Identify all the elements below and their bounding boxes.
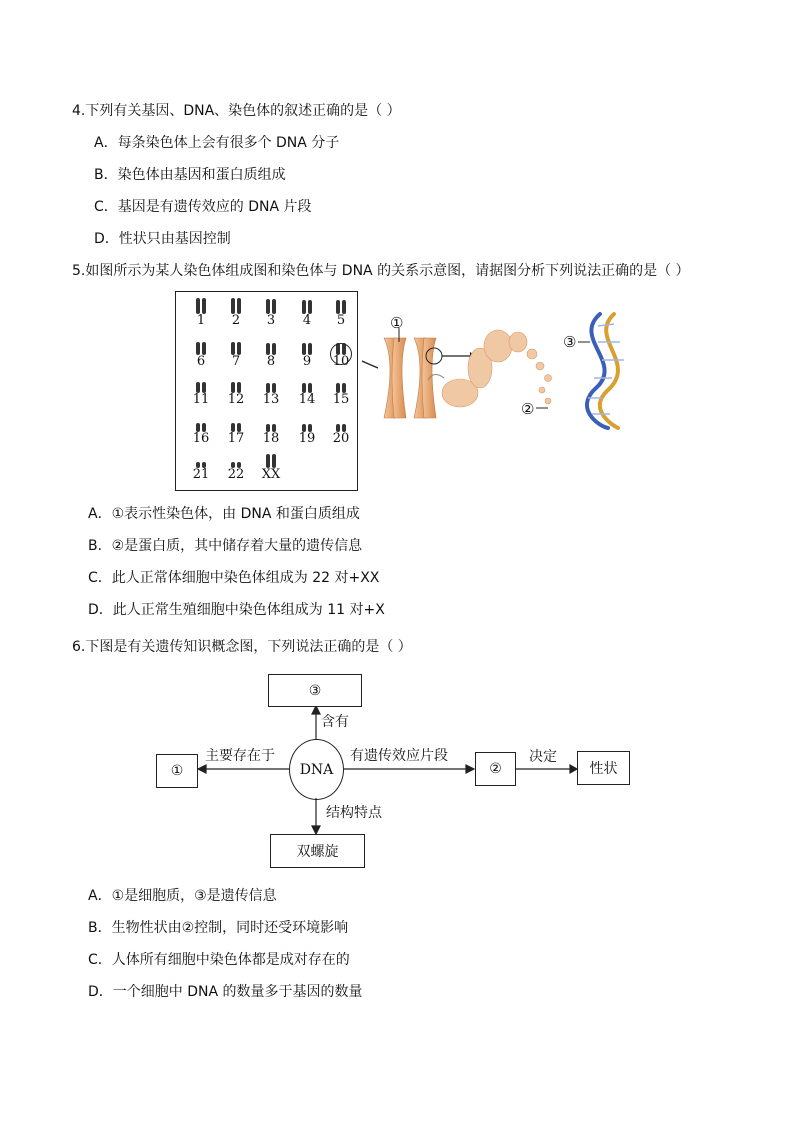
q5-option-a: A．①表示性染色体，由 DNA 和蛋白质组成 bbox=[88, 506, 360, 522]
q6-option-d: D．一个细胞中 DNA 的数量多于基因的数量 bbox=[88, 984, 363, 1000]
chromosome-label: 10 bbox=[332, 354, 350, 369]
chromosome-label: 6 bbox=[196, 354, 206, 369]
chromosome-label: 3 bbox=[266, 313, 276, 328]
chromosome-label: 14 bbox=[298, 392, 316, 407]
label-genetic-segment: 有遗传效应片段 bbox=[350, 748, 448, 764]
marker-2: ② bbox=[521, 400, 535, 418]
chromosome-label: 1 bbox=[196, 313, 206, 328]
q4-option-b: B．染色体由基因和蛋白质组成 bbox=[94, 167, 286, 183]
label-contains: 含有 bbox=[321, 714, 349, 730]
chromosome-label: 21 bbox=[192, 467, 210, 482]
chromosome-label: 8 bbox=[266, 354, 276, 369]
chromosome-label: 9 bbox=[302, 354, 312, 369]
chromosome-label: 18 bbox=[262, 431, 280, 446]
marker-3: ③ bbox=[563, 333, 577, 351]
chromosome-label: 16 bbox=[192, 431, 210, 446]
q6-option-b: B．生物性状由②控制，同时还受环境影响 bbox=[88, 920, 349, 936]
q5-stem: 5.如图所示为某人染色体组成图和染色体与 DNA 的关系示意图，请据图分析下列说法正确的是（ ） bbox=[72, 263, 690, 279]
chromosome-label: 4 bbox=[302, 313, 312, 328]
q6-option-a: A．①是细胞质，③是遗传信息 bbox=[88, 888, 277, 904]
q4-option-a: A．每条染色体上会有很多个 DNA 分子 bbox=[94, 135, 340, 151]
box-right: ② bbox=[475, 752, 516, 786]
box-top: ③ bbox=[268, 674, 362, 707]
q4-option-c: C．基因是有遗传效应的 DNA 片段 bbox=[94, 199, 312, 215]
chromosome-label: 7 bbox=[231, 354, 241, 369]
chromosome-label: 20 bbox=[332, 431, 350, 446]
box-left: ① bbox=[156, 754, 198, 788]
label-mainly-in: 主要存在于 bbox=[205, 748, 275, 764]
box-trait: 性状 bbox=[577, 751, 630, 785]
q5-option-c: C．此人正常体细胞中染色体组成为 22 对+XX bbox=[88, 570, 380, 586]
q5-option-d: D．此人正常生殖细胞中染色体组成为 11 对+X bbox=[88, 602, 385, 618]
label-structure: 结构特点 bbox=[326, 805, 382, 821]
chromosome-label: 15 bbox=[332, 392, 350, 407]
marker-1: ① bbox=[390, 314, 404, 332]
chromosome-label: 5 bbox=[336, 313, 346, 328]
chromosome-label: 19 bbox=[298, 431, 316, 446]
dna-ellipse: DNA bbox=[289, 739, 344, 800]
chromosome-label: XX bbox=[261, 467, 281, 482]
q6-stem: 6.下图是有关遗传知识概念图，下列说法正确的是（ ） bbox=[72, 639, 412, 655]
label-decide: 决定 bbox=[529, 749, 557, 765]
chromosome-label: 22 bbox=[227, 467, 245, 482]
q4-stem: 4.下列有关基因、DNA、染色体的叙述正确的是（ ） bbox=[72, 103, 401, 119]
chromosome-label: 13 bbox=[262, 392, 280, 407]
chromosome-label: 12 bbox=[227, 392, 245, 407]
chromosome-label: 17 bbox=[227, 431, 245, 446]
q5-option-b: B．②是蛋白质，其中储存着大量的遗传信息 bbox=[88, 538, 363, 554]
q4-option-d: D．性状只由基因控制 bbox=[94, 231, 231, 247]
chromosome-label: 11 bbox=[192, 392, 210, 407]
q6-option-c: C．人体所有细胞中染色体都是成对存在的 bbox=[88, 952, 350, 968]
chromosome-label: 2 bbox=[231, 313, 241, 328]
box-bottom: 双螺旋 bbox=[270, 834, 365, 868]
